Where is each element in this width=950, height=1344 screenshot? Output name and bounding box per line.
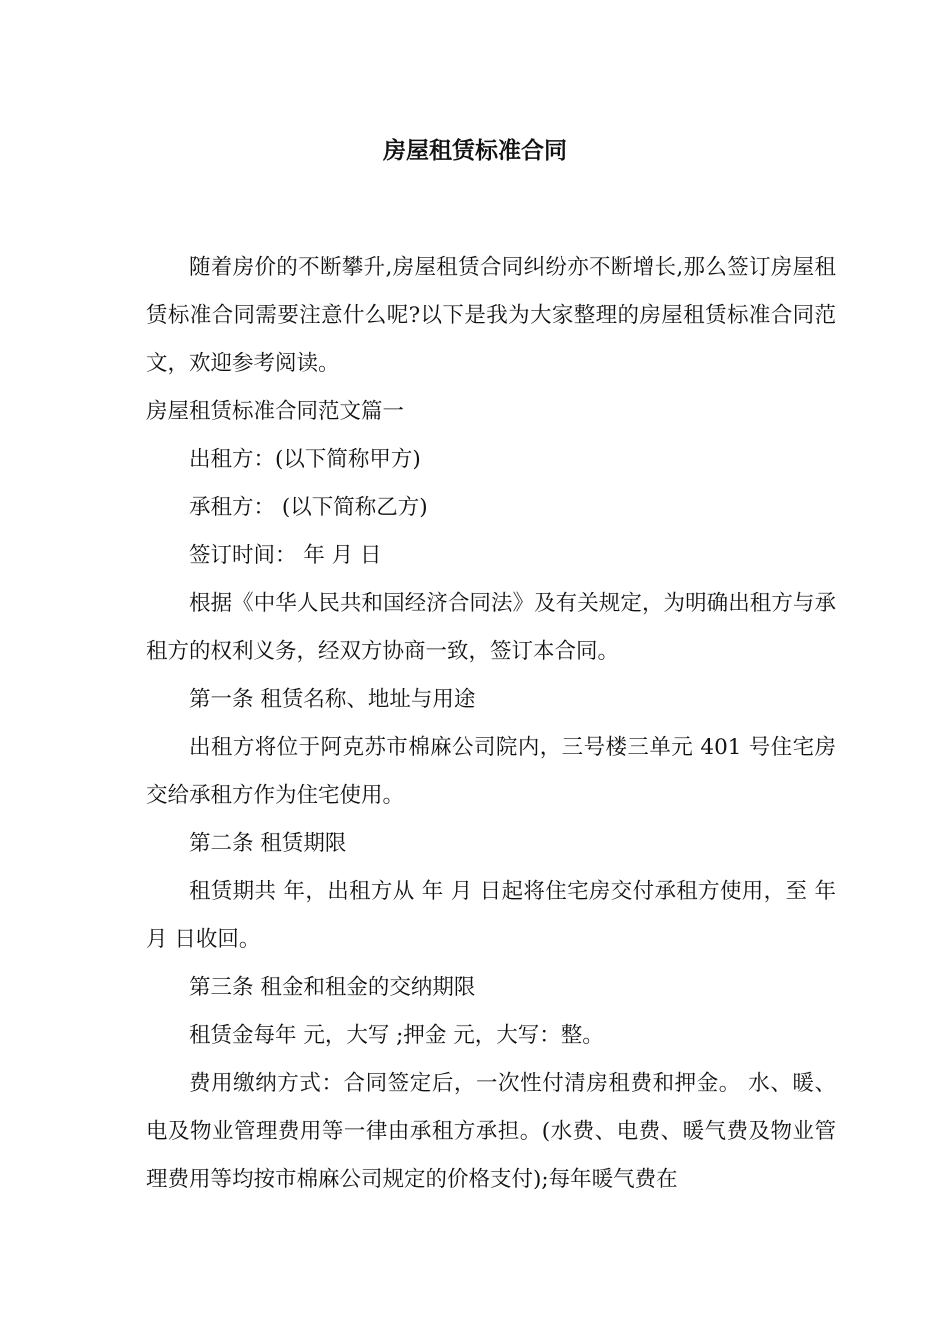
article-3-rent-line: 租赁金每年 元，大写 ;押金 元，大写：整。 (189, 1023, 604, 1048)
article-2-text: 租赁期共 年，出租方从 年 月 日起将住宅房交付承租方使用，至 年 月 日收回。 (146, 879, 836, 952)
lessee-line: 承租方： (以下简称乙方) (189, 495, 428, 520)
section-heading: 房屋租赁标准合同范文篇一 (146, 399, 405, 424)
article-2-heading: 第二条 租赁期限 (189, 831, 347, 856)
signing-date-line: 签订时间： 年 月 日 (189, 543, 382, 568)
article-1-heading: 第一条 租赁名称、地址与用途 (189, 687, 476, 712)
article-1-text: 出租方将位于阿克苏市棉麻公司院内，三号楼三单元 401 号住宅房交给承租方作为住宅使用。 (146, 735, 836, 808)
document-body (146, 244, 836, 1204)
preamble-paragraph: 根据《中华人民共和国经济合同法》及有关规定，为明确出租方与承租方的权利义务，经双方协商一致，签订本合同。 (146, 591, 836, 664)
intro-paragraph: 随着房价的不断攀升,房屋租赁合同纠纷亦不断增长,那么签订房屋租赁标准合同需要注意什么呢?以下是我为大家整理的房屋租赁标准合同范文，欢迎参考阅读。 (146, 255, 836, 376)
article-3-payment-text: 费用缴纳方式：合同签定后，一次性付清房租费和押金。 水、暖、电及物业管理费用等一律由承租方承担。(水费、电费、暖气费及物业管理费用等均按市棉麻公司规定的价格支付);每年暖气费在 (146, 1071, 836, 1192)
article-3-heading: 第三条 租金和租金的交纳期限 (189, 975, 476, 1000)
lessor-line: 出租方：(以下简称甲方) (189, 447, 421, 472)
document-title: 房屋租赁标准合同 (383, 138, 567, 164)
